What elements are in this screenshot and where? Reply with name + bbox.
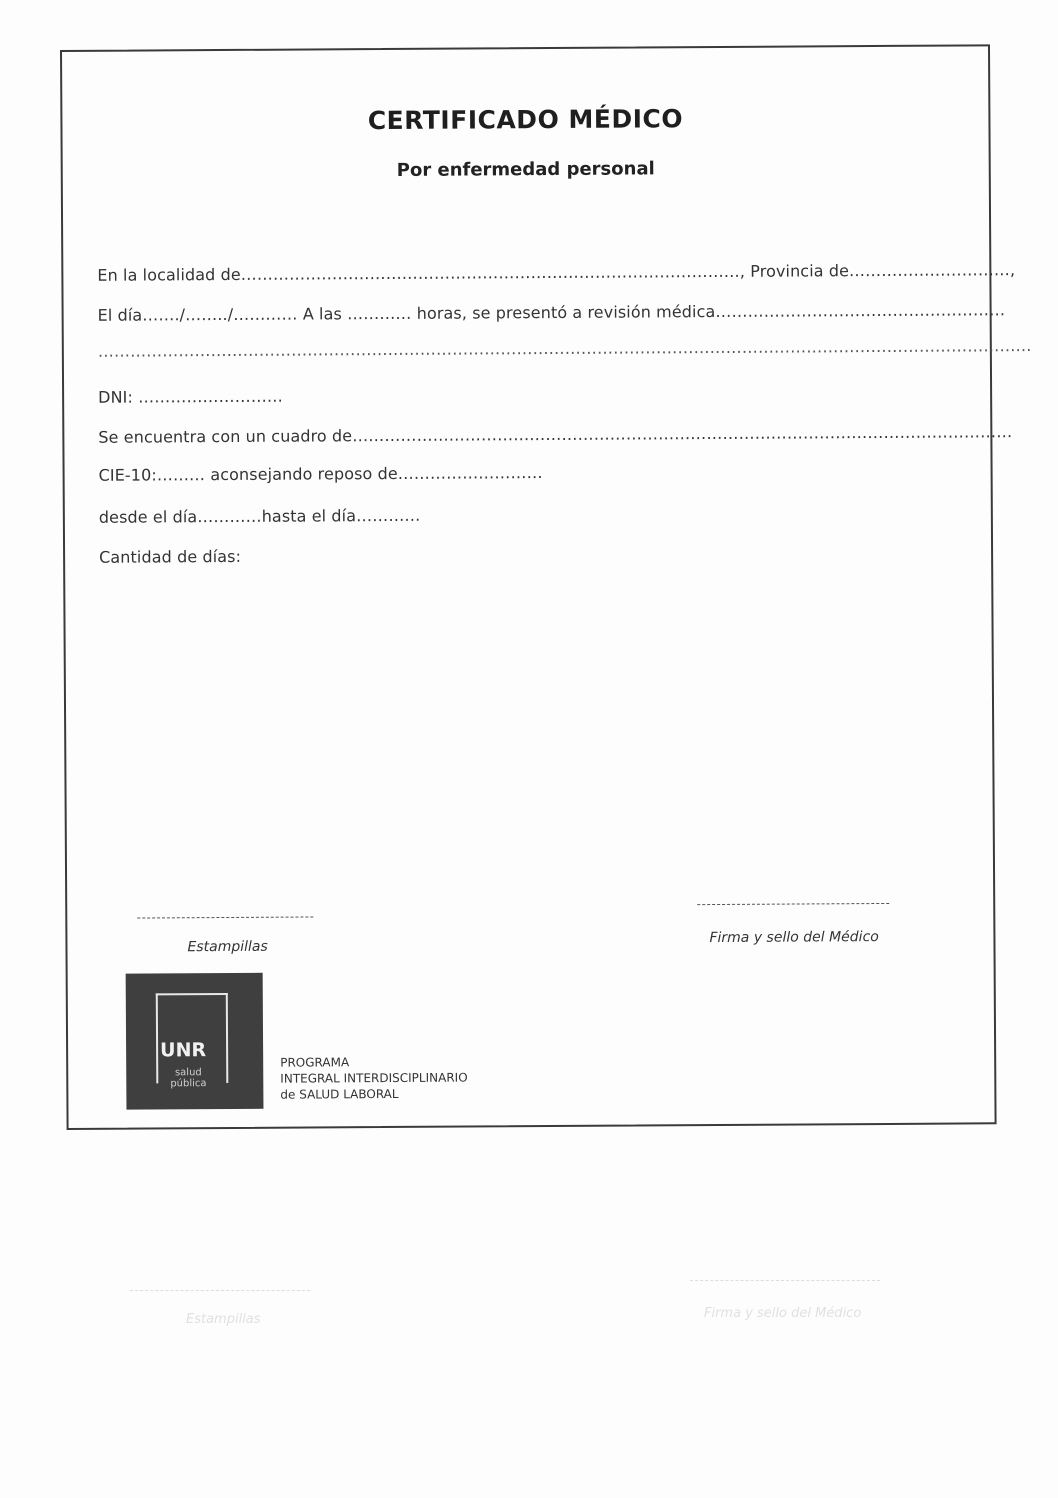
logo-sub-line1: salud: [174, 1067, 202, 1079]
logo-sub-line2: pública: [170, 1078, 207, 1090]
signature-line: [697, 903, 889, 905]
ghost-stamp-line: [130, 1290, 310, 1291]
certificate-subtitle: Por enfermedad personal: [396, 158, 655, 181]
logo-unr-text: UNR: [160, 1039, 207, 1062]
program-line1: PROGRAMA: [280, 1055, 350, 1070]
certificate-form: [60, 44, 1032, 1130]
program-line2: INTEGRAL INTERDISCIPLINARIO: [280, 1070, 468, 1086]
ghost-signature-caption: Firma y sello del Médico: [704, 1306, 862, 1321]
ghost-stamp-caption: Estampillas: [186, 1312, 261, 1327]
program-line3: de SALUD LABORAL: [280, 1086, 399, 1102]
localidad-line: En la localidad de…………………………………………………………………………………, Provincia de…………………………,: [97, 260, 1016, 285]
cantidad-line: Cantidad de días:: [99, 546, 242, 567]
signature-caption: Firma y sello del Médico: [709, 929, 879, 947]
cuadro-line: Se encuentra con un cuadro de……………………………………………………………………………………………………………: [98, 422, 1013, 447]
dni-line: DNI: ………………………: [98, 386, 284, 407]
logo-subtitle: [170, 1067, 206, 1089]
certificate-title: CERTIFICADO MÉDICO: [367, 104, 684, 136]
cie-line: CIE-10:……… aconsejando reposo de………………………: [98, 463, 543, 485]
ghost-signature-line: [690, 1280, 880, 1281]
stamp-line: [137, 916, 313, 918]
dia-line: El día……./……../………… A las ………… horas, se presentó a revisión médica………………………………………………: [97, 300, 1006, 325]
desde-line: desde el día…………hasta el día…………: [98, 505, 421, 527]
continuation-line: …………………………………………………………………………………………………………………………………………………………: [97, 336, 1032, 361]
stamp-caption: Estampillas: [187, 938, 268, 956]
unr-logo: [126, 973, 264, 1110]
program-name: [280, 1054, 468, 1103]
